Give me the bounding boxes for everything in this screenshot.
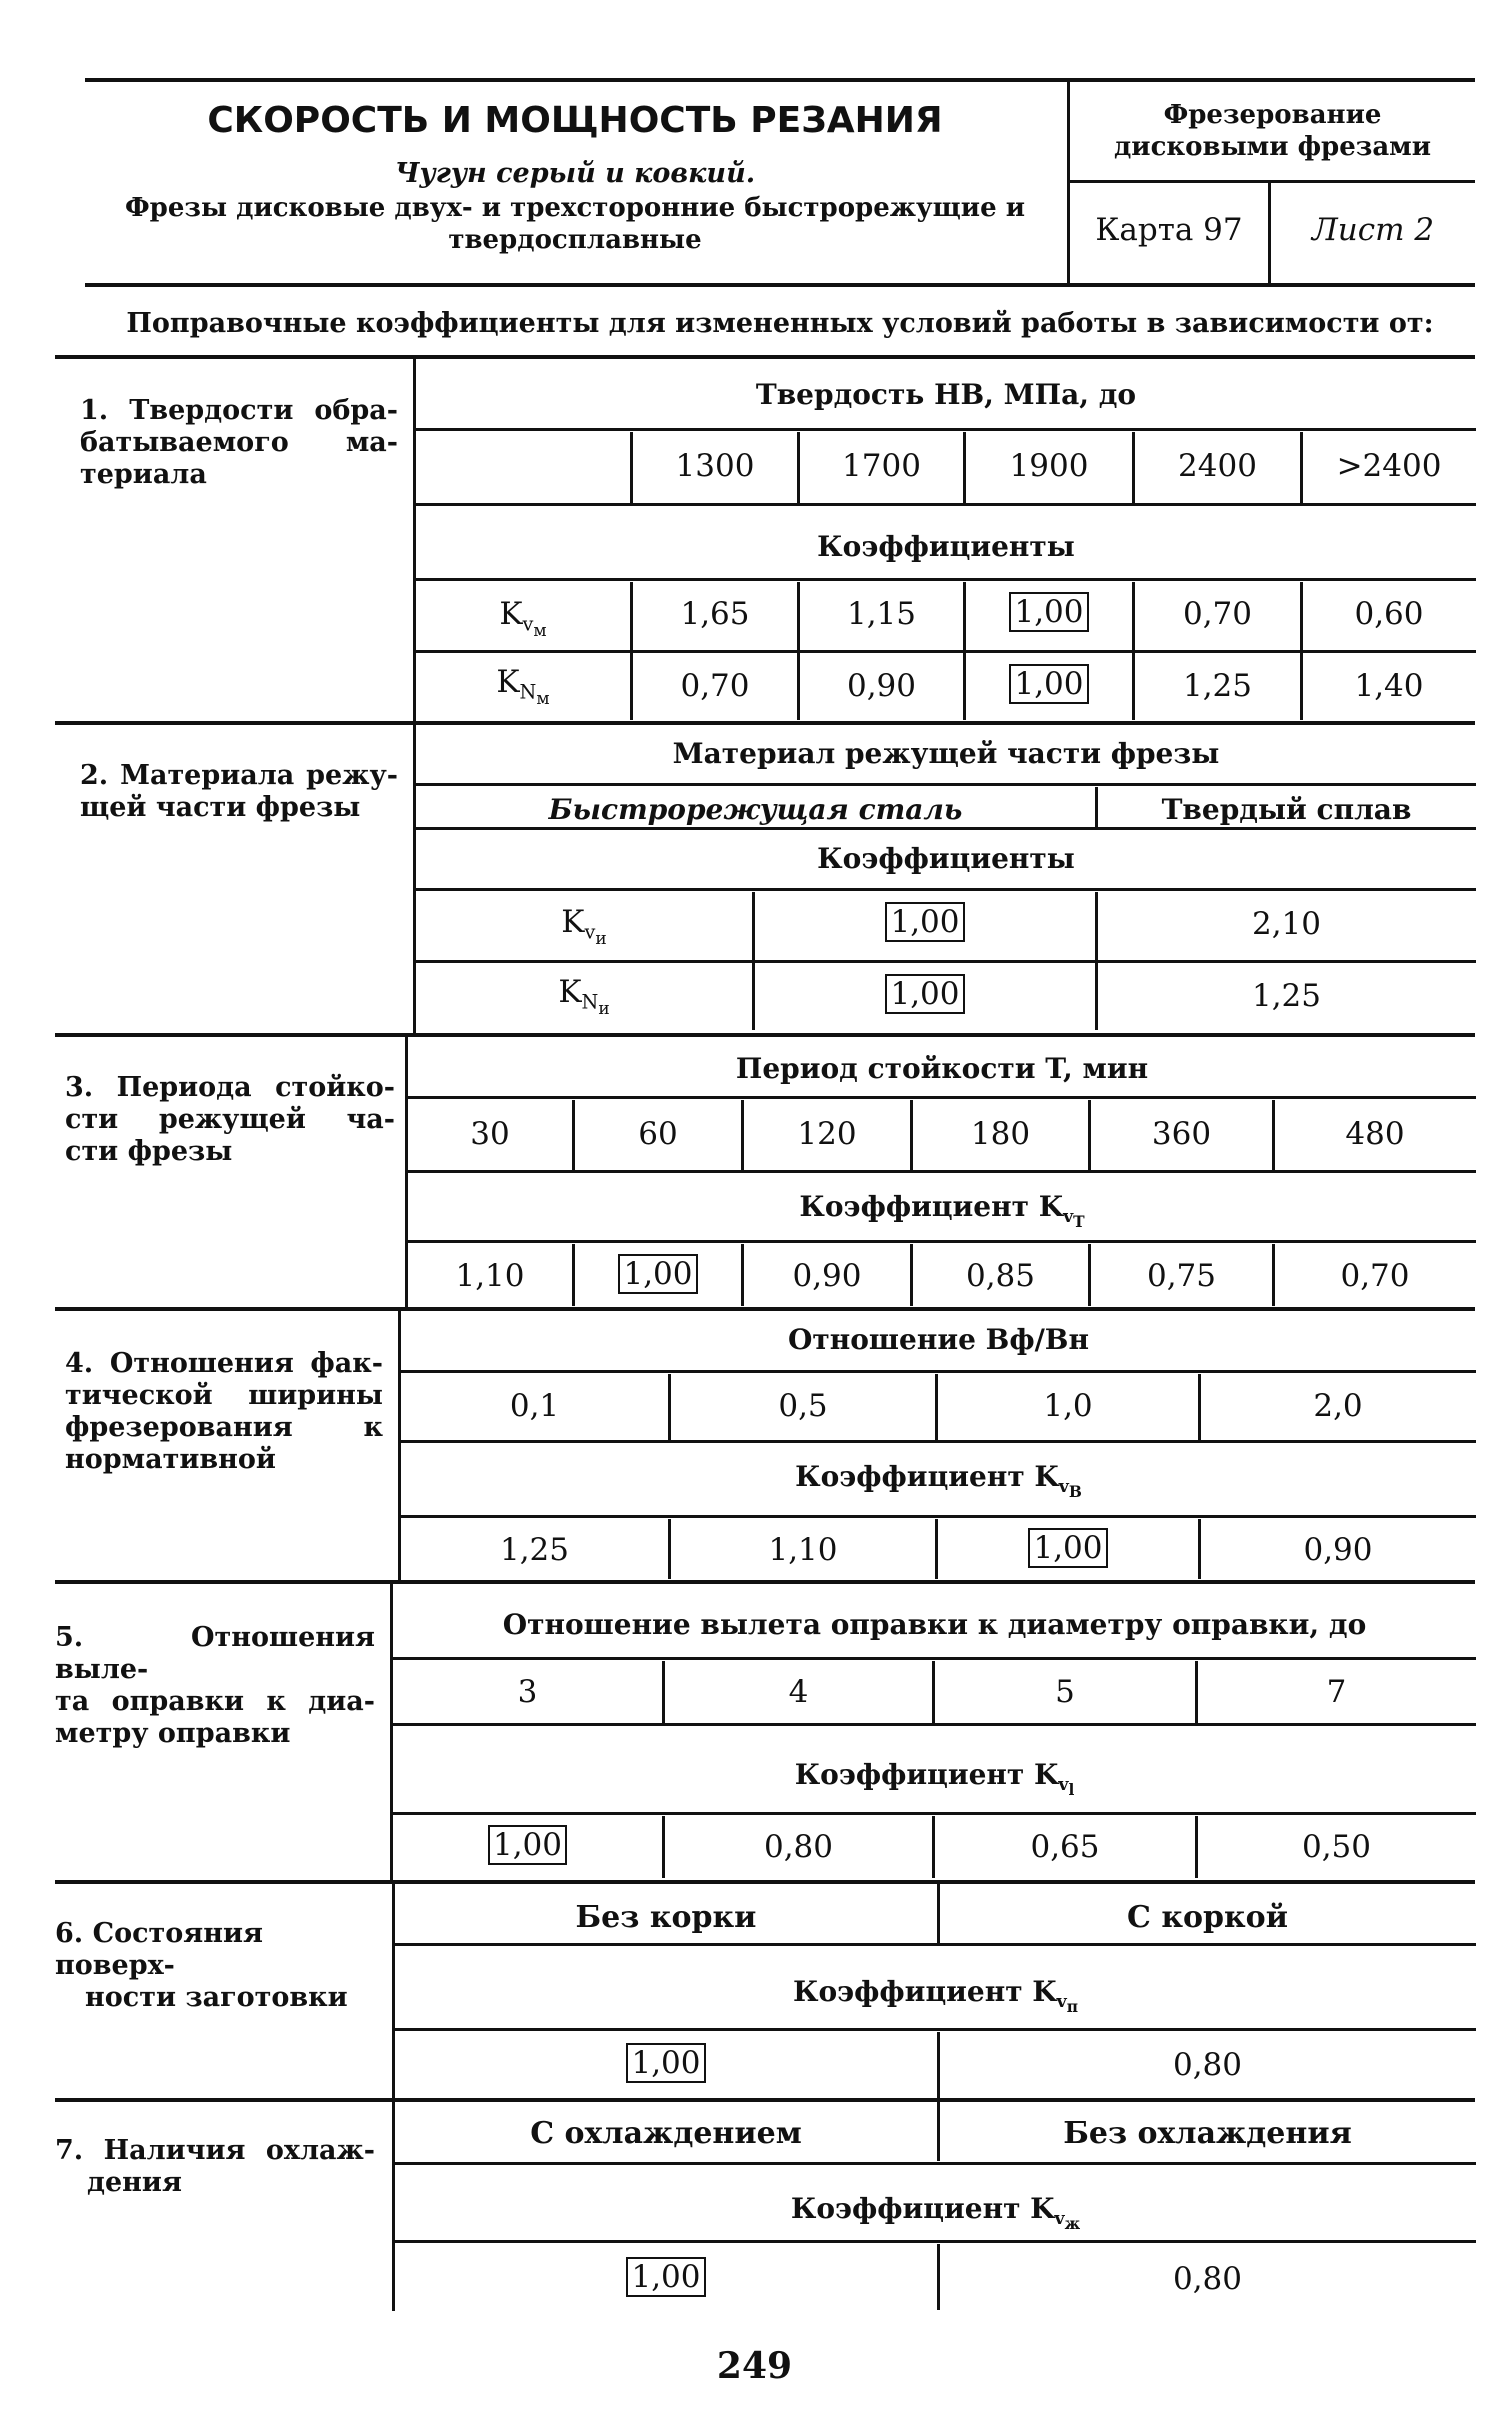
operation-line1: Фрезерование bbox=[1163, 100, 1382, 130]
s1-row2-value: 0,90 bbox=[846, 668, 917, 704]
s1-row2-value-base: 1,00 bbox=[966, 666, 1132, 702]
section1-header: Твердость HB, МПа, до bbox=[755, 378, 1137, 411]
s2-row2-value-base: 1,00 bbox=[755, 976, 1095, 1012]
section2-bottom-rule bbox=[55, 1033, 1475, 1037]
s2-col-hss: Быстрорежущая сталь bbox=[548, 793, 963, 826]
rule bbox=[416, 888, 1476, 891]
section4-header: Отношение Bф/Bн bbox=[788, 1323, 1089, 1356]
intro-text: Поправочные коэффициенты для измененных условий работы в зависимости от: bbox=[126, 308, 1434, 339]
s1-row1-value: 0,70 bbox=[1182, 596, 1253, 632]
s5-col: 7 bbox=[1326, 1674, 1347, 1710]
s3-value-base: 1,00 bbox=[575, 1256, 741, 1292]
header-top-rule bbox=[85, 78, 1475, 82]
subtitle: Чугун серый и ковкий. bbox=[394, 158, 756, 189]
s1-row1-value: 1,65 bbox=[680, 596, 750, 632]
s3-value: 0,75 bbox=[1146, 1258, 1217, 1294]
s4-col: 0,1 bbox=[509, 1388, 560, 1424]
s3-value: 0,70 bbox=[1340, 1258, 1410, 1294]
s2-row1-value: 2,10 bbox=[1251, 906, 1322, 942]
description-line2: твердосплавные bbox=[448, 225, 702, 255]
s3-value: 1,10 bbox=[455, 1258, 525, 1294]
page-number: 249 bbox=[716, 2345, 793, 2387]
rule bbox=[416, 578, 1476, 581]
s6-coef-title: Коэффициент $K_{vп}$ bbox=[792, 1975, 1079, 2016]
page-title: СКОРОСТЬ И МОЩНОСТЬ РЕЗАНИЯ bbox=[207, 100, 943, 141]
s5-value: 0,50 bbox=[1301, 1829, 1372, 1865]
s2-row2-value: 1,25 bbox=[1251, 978, 1322, 1014]
s7-coef-title: Коэффициент $K_{vж}$ bbox=[790, 2192, 1081, 2233]
section2-label: 2. Материала режу- щей части фрезы bbox=[80, 760, 398, 823]
s6-col-crust: С коркой bbox=[1127, 1900, 1288, 1935]
s5-value-base: 1,00 bbox=[393, 1827, 662, 1863]
section7-label: 7. Наличия охлаж- дения bbox=[55, 2135, 375, 2198]
rule bbox=[395, 2162, 1476, 2165]
s5-coef-title: Коэффициент $K_{vl}$ bbox=[794, 1758, 1075, 1799]
rule bbox=[395, 2028, 1476, 2031]
rule bbox=[416, 650, 1476, 653]
header-bottom-rule bbox=[85, 283, 1475, 287]
section5-bottom-rule bbox=[55, 1880, 1475, 1884]
s1-col: >2400 bbox=[1336, 448, 1442, 484]
s1-row2-value: 0,70 bbox=[680, 668, 750, 704]
s1-row1-value-base: 1,00 bbox=[966, 594, 1132, 630]
s7-value-base: 1,00 bbox=[395, 2259, 937, 2295]
s2-row1-symbol: $K_{vи}$ bbox=[561, 904, 607, 949]
s4-value: 1,25 bbox=[499, 1532, 570, 1568]
s4-col: 2,0 bbox=[1313, 1388, 1363, 1424]
s1-row2-symbol: $K_{Nм}$ bbox=[496, 664, 550, 709]
rule bbox=[408, 1240, 1476, 1243]
rule bbox=[393, 1723, 1476, 1726]
rule bbox=[408, 1096, 1476, 1099]
rule bbox=[416, 783, 1476, 786]
section4-bottom-rule bbox=[55, 1580, 1475, 1584]
s4-value: 1,10 bbox=[768, 1532, 838, 1568]
section3-header: Период стойкости T, мин bbox=[735, 1052, 1149, 1085]
section6-bottom-rule bbox=[55, 2098, 1475, 2102]
s3-col: 30 bbox=[470, 1116, 510, 1152]
s5-value: 0,80 bbox=[763, 1829, 834, 1865]
s1-row1-value: 1,15 bbox=[846, 596, 917, 632]
s2-row1-value-base: 1,00 bbox=[755, 904, 1095, 940]
rule bbox=[401, 1370, 1476, 1373]
s3-col: 360 bbox=[1151, 1116, 1212, 1152]
rule bbox=[416, 827, 1476, 830]
s5-col: 5 bbox=[1055, 1674, 1075, 1710]
section5-header: Отношение вылета оправки к диаметру оправки, до bbox=[502, 1608, 1367, 1641]
s3-value: 0,90 bbox=[792, 1258, 862, 1294]
s7-col-coolant: С охлаждением bbox=[530, 2116, 802, 2151]
s4-coef-title: Коэффициент $K_{vB}$ bbox=[795, 1460, 1082, 1501]
s6-value: 0,80 bbox=[1172, 2047, 1243, 2083]
s1-row2-value: 1,25 bbox=[1182, 668, 1253, 704]
s1-row1-value: 0,60 bbox=[1354, 596, 1424, 632]
s4-col: 0,5 bbox=[778, 1388, 828, 1424]
s7-value: 0,80 bbox=[1172, 2261, 1243, 2297]
s1-col: 1700 bbox=[842, 448, 921, 484]
section3-bottom-rule bbox=[55, 1307, 1475, 1311]
rule bbox=[393, 1657, 1476, 1660]
s6-col-no-crust: Без корки bbox=[575, 1900, 757, 1935]
rule bbox=[416, 428, 1476, 431]
s2-col-carbide: Твердый сплав bbox=[1161, 793, 1412, 826]
section6-label: 6. Состояния поверх- ности заготовки bbox=[55, 1918, 348, 2013]
s3-col: 180 bbox=[970, 1116, 1031, 1152]
s6-value-base: 1,00 bbox=[395, 2045, 937, 2081]
section1-label: 1. Твердости обра- батываемого ма- териала bbox=[80, 395, 398, 490]
s2-coef-title: Коэффициенты bbox=[817, 842, 1075, 875]
section1-bottom-rule bbox=[55, 721, 1475, 725]
rule bbox=[401, 1515, 1476, 1518]
rule bbox=[393, 1812, 1476, 1815]
section4-label: 4. Отношения фак- тической ширины фрезерования к нормативной bbox=[65, 1348, 383, 1475]
s5-col: 3 bbox=[517, 1674, 538, 1710]
rule bbox=[408, 1170, 1476, 1173]
card-number: Карта 97 bbox=[1095, 212, 1243, 248]
s3-col: 60 bbox=[638, 1116, 678, 1152]
s4-value-base: 1,00 bbox=[938, 1530, 1198, 1566]
s4-col: 1,0 bbox=[1043, 1388, 1093, 1424]
operation-line2: дисковыми фрезами bbox=[1113, 132, 1432, 162]
s7-col-dry: Без охлаждения bbox=[1063, 2116, 1352, 2151]
description-line1: Фрезы дисковые двух- и трехсторонние быстрорежущие и bbox=[125, 193, 1025, 223]
s2-row2-symbol: $K_{Nи}$ bbox=[558, 974, 610, 1019]
s4-value: 0,90 bbox=[1303, 1532, 1373, 1568]
rule bbox=[416, 960, 1476, 963]
s1-row1-symbol: $K_{vм}$ bbox=[499, 596, 547, 641]
section3-label: 3. Периода стойко- сти режущей ча- сти фрезы bbox=[65, 1072, 395, 1167]
intro-rule bbox=[55, 355, 1475, 359]
rule bbox=[395, 2240, 1476, 2243]
s5-col: 4 bbox=[788, 1674, 809, 1710]
rule bbox=[395, 1943, 1476, 1946]
s1-col: 1300 bbox=[675, 448, 755, 484]
s3-coef-title: Коэффициент $K_{vT}$ bbox=[799, 1190, 1085, 1231]
s1-col: 1900 bbox=[1009, 448, 1089, 484]
s1-row2-value: 1,40 bbox=[1354, 668, 1424, 704]
s3-col: 120 bbox=[797, 1116, 857, 1152]
s1-col: 2400 bbox=[1178, 448, 1257, 484]
rule bbox=[401, 1440, 1476, 1443]
sheet-number: Лист 2 bbox=[1311, 212, 1435, 248]
header-inner-rule bbox=[1067, 180, 1475, 183]
s1-coef-title: Коэффициенты bbox=[817, 530, 1075, 563]
section5-label: 5. Отношения выле- та оправки к диа- метру оправки bbox=[55, 1622, 375, 1749]
s3-col: 480 bbox=[1345, 1116, 1405, 1152]
s3-value: 0,85 bbox=[965, 1258, 1036, 1294]
rule bbox=[416, 503, 1476, 506]
s5-value: 0,65 bbox=[1030, 1829, 1100, 1865]
section2-header: Материал режущей части фрезы bbox=[672, 737, 1220, 770]
